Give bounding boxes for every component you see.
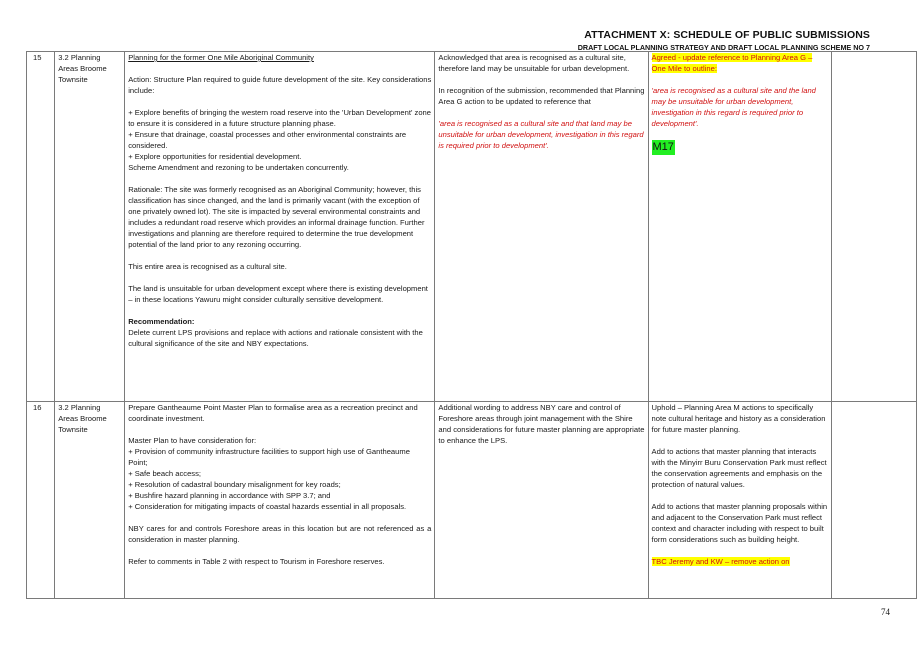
- master-plan-heading: Master Plan to have consideration for:: [128, 436, 257, 445]
- consideration-item: + Ensure that drainage, coastal processes and other environmental constraints are considered.: [128, 130, 407, 150]
- table-row: [27, 402, 917, 599]
- master-plan-item: + Safe beach access;: [128, 469, 202, 478]
- tbc-highlight: TBC Jeremy and KW – remove action on: [651, 557, 790, 566]
- agreed-highlight: Agreed - update reference to Planning Area G – One Mile to outline:: [651, 53, 813, 73]
- rationale-text: Rationale: The site was formerly recognised as an Aboriginal Community; however, this classification has since changed, and the land is primarily vacant (with the exception of one privately owned lot). The site is impacted by several environmental constraints and includes a redundant road reserve which provides an informal drainage function. Further investigations and planning are therefore required to determine the true development potential of the land prior to any rezoning occurring.: [128, 185, 425, 249]
- submissions-table: [26, 51, 917, 599]
- outcome-cell: [648, 52, 832, 402]
- master-plan-item: + Resolution of cadastral boundary misalignment for key roads;: [128, 480, 341, 489]
- modification-code-badge: M17: [652, 141, 674, 153]
- response-cell: [435, 52, 648, 402]
- section-reference: 3.2 Planning Areas Broome Townsite: [55, 52, 125, 402]
- submission-cell: [125, 52, 435, 402]
- recommendation-text: Delete current LPS provisions and replace with actions and rationale consistent with the cultural significance of the site and NBY expectations.: [128, 328, 423, 348]
- refer-text: Refer to comments in Table 2 with respect to Tourism in Foreshore reserves.: [128, 557, 385, 566]
- submission-intro: Prepare Gantheaume Point Master Plan to formalise area as a recreation precinct and coordinate investment.: [128, 403, 418, 423]
- document-subtitle: DRAFT LOCAL PLANNING STRATEGY AND DRAFT LOCAL PLANNING SCHEME NO 7: [577, 43, 870, 52]
- response-cell: [435, 402, 648, 599]
- document-title: ATTACHMENT X: SCHEDULE OF PUBLIC SUBMISSIONS: [584, 29, 870, 41]
- table-row: [27, 52, 917, 402]
- outcome-text: Add to actions that master planning that interacts with the Minyirr Buru Conservation Park must reflect the conservation agreements and emphasis on the protection of natural values.: [651, 447, 827, 489]
- submission-heading: Planning for the former One Mile Aboriginal Community: [128, 53, 314, 62]
- consideration-item: + Explore opportunities for residential development.: [128, 152, 302, 161]
- row-number: 15: [27, 52, 55, 402]
- outcome-text: Uphold – Planning Area M actions to specifically note cultural heritage and history as a consideration for future master planning.: [651, 403, 826, 434]
- blank-cell: [832, 52, 917, 402]
- consideration-item: Scheme Amendment and rezoning to be undertaken concurrently.: [128, 163, 349, 172]
- cultural-site-text: This entire area is recognised as a cultural site.: [128, 262, 287, 271]
- consideration-item: + Explore benefits of bringing the western road reserve into the 'Urban Development' zone to ensure it is considered in a future structure planning phase.: [128, 108, 432, 128]
- section-reference: 3.2 Planning Areas Broome Townsite: [55, 402, 125, 599]
- master-plan-item: + Bushfire hazard planning in accordance with SPP 3.7; and: [128, 491, 331, 500]
- outcome-cell: [648, 402, 832, 599]
- outcome-quote: 'area is recognised as a cultural site and the land may be unsuitable for urban development, investigation in this regard is required prior to development'.: [651, 86, 816, 128]
- row-number: 16: [27, 402, 55, 599]
- action-intro: Action: Structure Plan required to guide future development of the site. Key considerations include:: [128, 75, 432, 95]
- outcome-text: Add to actions that master planning proposals within and adjacent to the Conservation Park must reflect context and character including with respect to built form considerations such as building height.: [651, 502, 828, 544]
- unsuitable-text: The land is unsuitable for urban development except where there is existing development – in these locations Yawuru might consider culturally sensitive development.: [128, 284, 428, 304]
- submission-cell: [125, 402, 435, 599]
- recommendation-heading: Recommendation:: [128, 317, 195, 326]
- master-plan-item: + Provision of community infrastructure facilities to support high use of Gantheaume Point;: [128, 447, 410, 467]
- response-text: In recognition of the submission, recommended that Planning Area G action to be updated to reference that: [438, 86, 645, 106]
- page-number: 74: [881, 607, 890, 617]
- nby-text: NBY cares for and controls Foreshore areas in this location but are not referenced as a consideration in master planning.: [128, 524, 432, 544]
- master-plan-item: + Consideration for mitigating impacts of coastal hazards essential in all proposals.: [128, 502, 407, 511]
- blank-cell: [832, 402, 917, 599]
- response-text: Acknowledged that area is recognised as a cultural site, therefore land may be unsuitable for urban development.: [438, 53, 630, 73]
- response-text: Additional wording to address NBY care and control of Foreshore areas through joint management with the Shire and considerations for future master planning are appropriate to enhance the LPS.: [438, 403, 645, 445]
- response-quote: 'area is recognised as a cultural site and that land may be unsuitable for urban development, investigation in this regard is required prior to development'.: [438, 119, 644, 150]
